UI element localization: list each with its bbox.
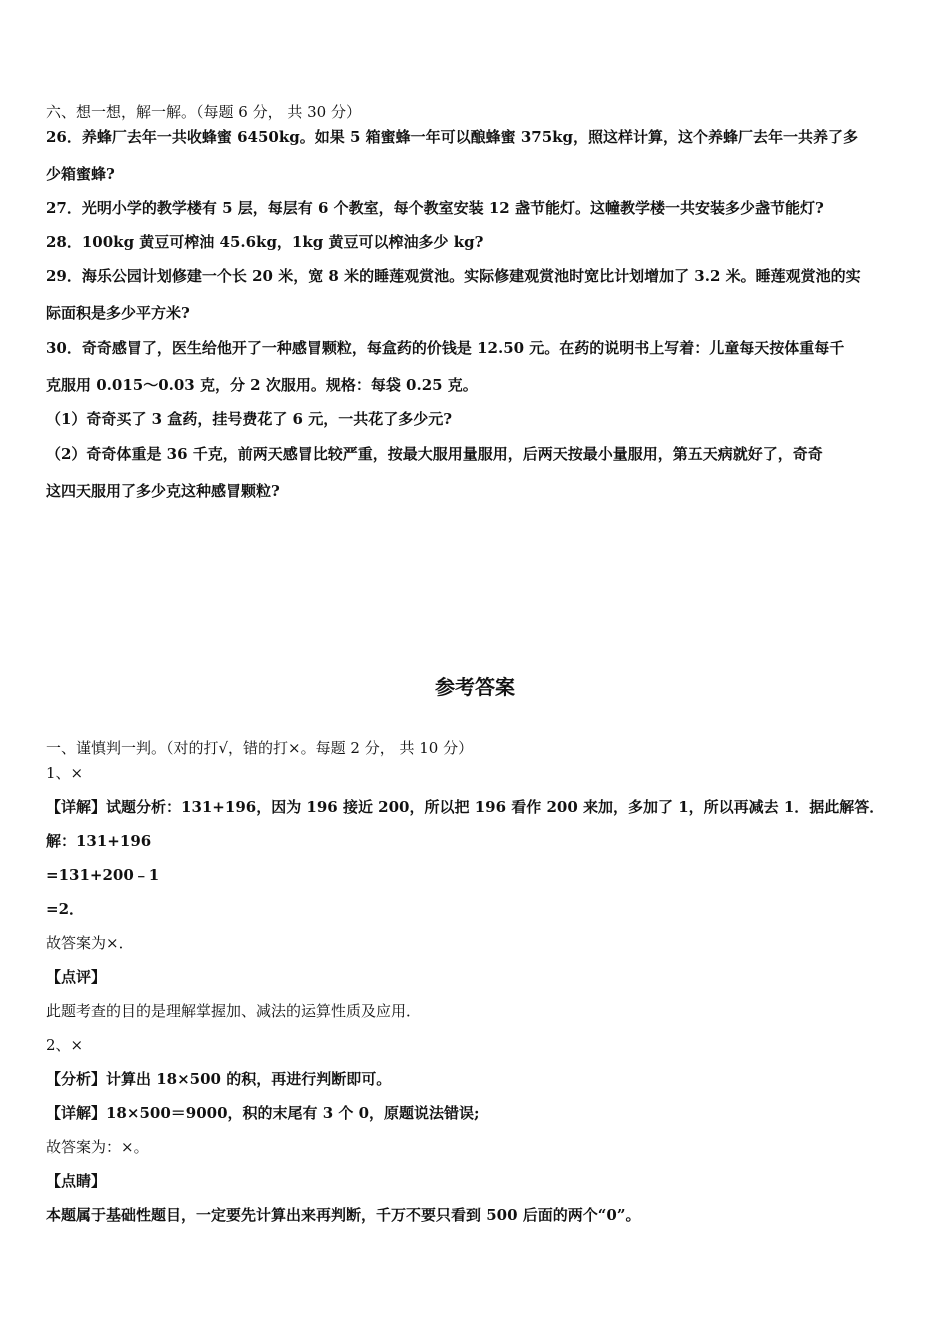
answer-1-result: 1、× bbox=[46, 764, 84, 782]
question-29-line-1: 29．海乐公园计划修建一个长 20 米，宽 8 米的睡莲观赏池。实际修建观赏池时宽比计划增加了 3.2 米。睡莲观赏池的实 bbox=[46, 267, 861, 285]
answer-2-detail: 【详解】18×500＝9000，积的末尾有 3 个 0，原题说法错误; bbox=[46, 1104, 480, 1122]
answer-2-analysis: 【分析】计算出 18×500 的积，再进行判断即可。 bbox=[46, 1070, 392, 1088]
answer-1-review-text: 此题考查的目的是理解掌握加、减法的运算性质及应用． bbox=[46, 1002, 422, 1020]
question-26-line-1: 26．养蜂厂去年一共收蜂蜜 6450kg。如果 5 箱蜜蜂一年可以酿蜂蜜 375kg，照这样计算，这个养蜂厂去年一共养了多 bbox=[46, 128, 859, 146]
question-28: 28．100kg 黄豆可榨油 45.6kg，1kg 黄豆可以榨油多少 kg? bbox=[46, 233, 484, 251]
question-29-line-2: 际面积是多少平方米? bbox=[46, 304, 190, 322]
question-27: 27．光明小学的教学楼有 5 层，每层有 6 个教室，每个教室安装 12 盏节能灯。这幢教学楼一共安装多少盏节能灯? bbox=[46, 199, 824, 217]
question-30-sub-2-line-1: （2）奇奇体重是 36 千克，前两天感冒比较严重，按最大服用量服用，后两天按最小量服用，第五天病就好了，奇奇 bbox=[46, 445, 823, 463]
answer-1-step-1: 解：131+196 bbox=[46, 832, 152, 850]
answer-1-step-2: =131+200﹣1 bbox=[46, 866, 160, 884]
answer-1-review-label: 【点评】 bbox=[46, 968, 107, 986]
question-30-sub-2-line-2: 这四天服用了多少克这种感冒颗粒? bbox=[46, 482, 280, 500]
answer-2-conclusion: 故答案为：×。 bbox=[46, 1138, 149, 1156]
section-six-header: 六、想一想，解一解。（每题 6 分， 共 30 分） bbox=[46, 103, 361, 121]
answer-2-review-label: 【点睛】 bbox=[46, 1172, 107, 1190]
section-one-header: 一、谨慎判一判。（对的打√，错的打×。每题 2 分， 共 10 分） bbox=[46, 739, 474, 757]
answers-title: 参考答案 bbox=[435, 675, 515, 699]
answer-2-review-text: 本题属于基础性题目，一定要先计算出来再判断，千万不要只看到 500 后面的两个“0”。 bbox=[46, 1206, 641, 1224]
answer-1-step-3: =2． bbox=[46, 900, 85, 918]
answer-1-detail: 【详解】试题分析：131+196，因为 196 接近 200，所以把 196 看作 200 来加，多加了 1，所以再减去 1．据此解答． bbox=[46, 798, 885, 816]
answer-1-conclusion: 故答案为×． bbox=[46, 934, 134, 952]
question-30-line-1: 30．奇奇感冒了，医生给他开了一种感冒颗粒，每盒药的价钱是 12.50 元。在药的说明书上写着：儿童每天按体重每千 bbox=[46, 339, 845, 357]
question-30-line-2: 克服用 0.015～0.03 克，分 2 次服用。规格：每袋 0.25 克。 bbox=[46, 376, 478, 394]
answer-2-result: 2、× bbox=[46, 1036, 84, 1054]
question-26-line-2: 少箱蜜蜂? bbox=[46, 165, 115, 183]
question-30-sub-1: （1）奇奇买了 3 盒药，挂号费花了 6 元，一共花了多少元? bbox=[46, 410, 452, 428]
